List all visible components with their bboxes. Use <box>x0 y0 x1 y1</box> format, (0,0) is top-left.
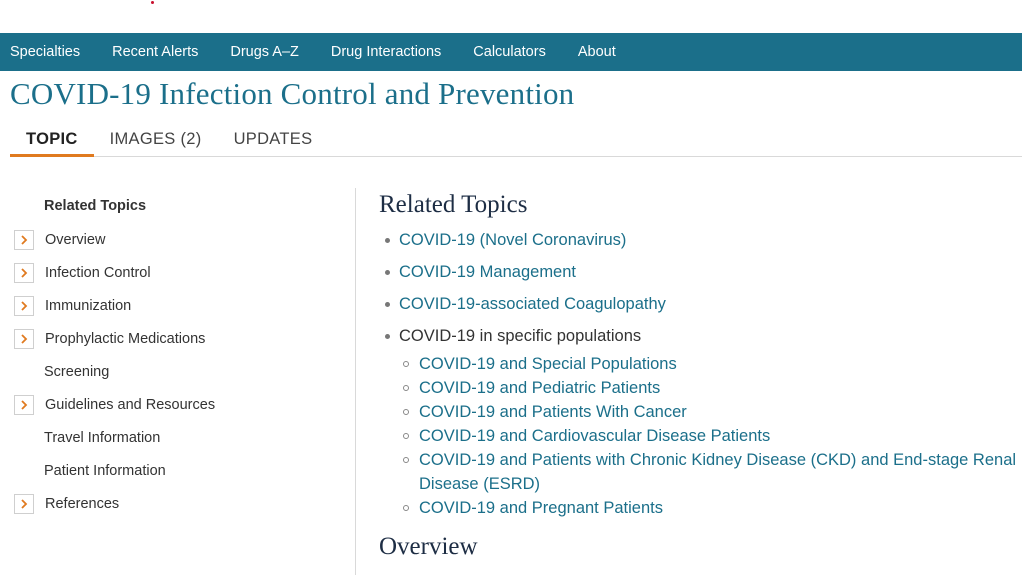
sub-list-item <box>399 352 1019 376</box>
sidebar-item-label[interactable]: Screening <box>44 363 110 380</box>
sidebar-item-label[interactable]: Prophylactic Medications <box>45 330 206 347</box>
related-link[interactable]: COVID-19-associated Coagulopathy <box>399 295 666 313</box>
main-navbar <box>0 33 1022 71</box>
sidebar-item-label[interactable]: Guidelines and Resources <box>45 396 216 413</box>
chevron-right-icon <box>19 268 29 278</box>
chevron-right-icon <box>19 499 29 509</box>
page-title: COVID-19 Infection Control and Prevention <box>10 76 575 111</box>
sidebar-item-label[interactable]: Immunization <box>45 297 132 314</box>
sidebar-item-immunization[interactable] <box>14 289 334 322</box>
list-item <box>379 324 1019 520</box>
expand-toggle[interactable] <box>14 230 34 250</box>
nav-item-calculators[interactable]: Calculators <box>473 44 546 60</box>
chevron-right-icon <box>19 400 29 410</box>
list-item <box>379 292 1019 316</box>
population-link[interactable]: COVID-19 and Pregnant Patients <box>419 499 663 517</box>
sub-list-item <box>399 448 1019 496</box>
sidebar-item-patient-information[interactable] <box>14 454 334 487</box>
population-link[interactable]: COVID-19 and Cardiovascular Disease Patients <box>419 427 771 445</box>
expand-toggle[interactable] <box>14 263 34 283</box>
sub-list-item <box>399 400 1019 424</box>
population-link[interactable]: COVID-19 and Patients With Cancer <box>419 403 687 421</box>
related-link[interactable]: COVID-19 (Novel Coronavirus) <box>399 231 627 249</box>
tab-bar <box>10 124 1022 157</box>
list-item <box>379 228 1019 252</box>
population-link[interactable]: COVID-19 and Pediatric Patients <box>419 379 661 397</box>
overview-heading: Overview <box>379 533 478 560</box>
tab-updates[interactable]: UPDATES <box>233 130 313 148</box>
nav-item-drug-interactions[interactable]: Drug Interactions <box>330 44 442 60</box>
main-content <box>379 186 1019 566</box>
chevron-right-icon <box>19 235 29 245</box>
nav-item-specialties[interactable]: Specialties <box>10 44 81 60</box>
nav-item-recent-alerts[interactable]: Recent Alerts <box>112 44 199 60</box>
sub-list-item <box>399 496 1019 520</box>
sidebar-item-infection-control[interactable] <box>14 256 334 289</box>
top-strip <box>0 0 1022 33</box>
sidebar-heading: Related Topics <box>44 198 147 214</box>
sidebar-item-screening[interactable] <box>14 355 334 388</box>
populations-sublist <box>399 352 1019 520</box>
sidebar-item-prophylactic-medications[interactable] <box>14 322 334 355</box>
sidebar-item-travel-information[interactable] <box>14 421 334 454</box>
sidebar <box>14 190 334 520</box>
expand-toggle[interactable] <box>14 296 34 316</box>
sub-list-item <box>399 424 1019 448</box>
sub-list-item <box>399 376 1019 400</box>
nav-item-about[interactable]: About <box>577 44 616 60</box>
sidebar-item-overview[interactable] <box>14 223 334 256</box>
chevron-right-icon <box>19 301 29 311</box>
expand-toggle[interactable] <box>14 494 34 514</box>
related-link[interactable]: COVID-19 Management <box>399 263 576 281</box>
related-topics-list <box>379 228 1019 520</box>
tab-topic[interactable]: TOPIC <box>10 124 94 157</box>
sidebar-item-references[interactable] <box>14 487 334 520</box>
populations-label: COVID-19 in specific populations <box>399 327 642 345</box>
nav-item-drugs-a-z[interactable]: Drugs A–Z <box>230 44 299 60</box>
population-link[interactable]: COVID-19 and Patients with Chronic Kidney Disease (CKD) and End-stage Renal Disease (ESRD) <box>419 451 1017 493</box>
sidebar-item-label[interactable]: Overview <box>45 231 106 248</box>
expand-toggle[interactable] <box>14 329 34 349</box>
list-item <box>379 260 1019 284</box>
sidebar-item-label[interactable]: Infection Control <box>45 264 151 281</box>
related-topics-heading: Related Topics <box>379 191 528 218</box>
logo-fragment <box>151 1 154 4</box>
sidebar-item-guidelines-and-resources[interactable] <box>14 388 334 421</box>
column-divider <box>355 188 356 575</box>
expand-toggle[interactable] <box>14 395 34 415</box>
tab-images[interactable]: IMAGES (2) <box>109 130 202 148</box>
chevron-right-icon <box>19 334 29 344</box>
population-link[interactable]: COVID-19 and Special Populations <box>419 355 677 373</box>
sidebar-item-label[interactable]: Travel Information <box>44 429 161 446</box>
sidebar-item-label[interactable]: Patient Information <box>44 462 166 479</box>
sidebar-item-label[interactable]: References <box>45 495 120 512</box>
